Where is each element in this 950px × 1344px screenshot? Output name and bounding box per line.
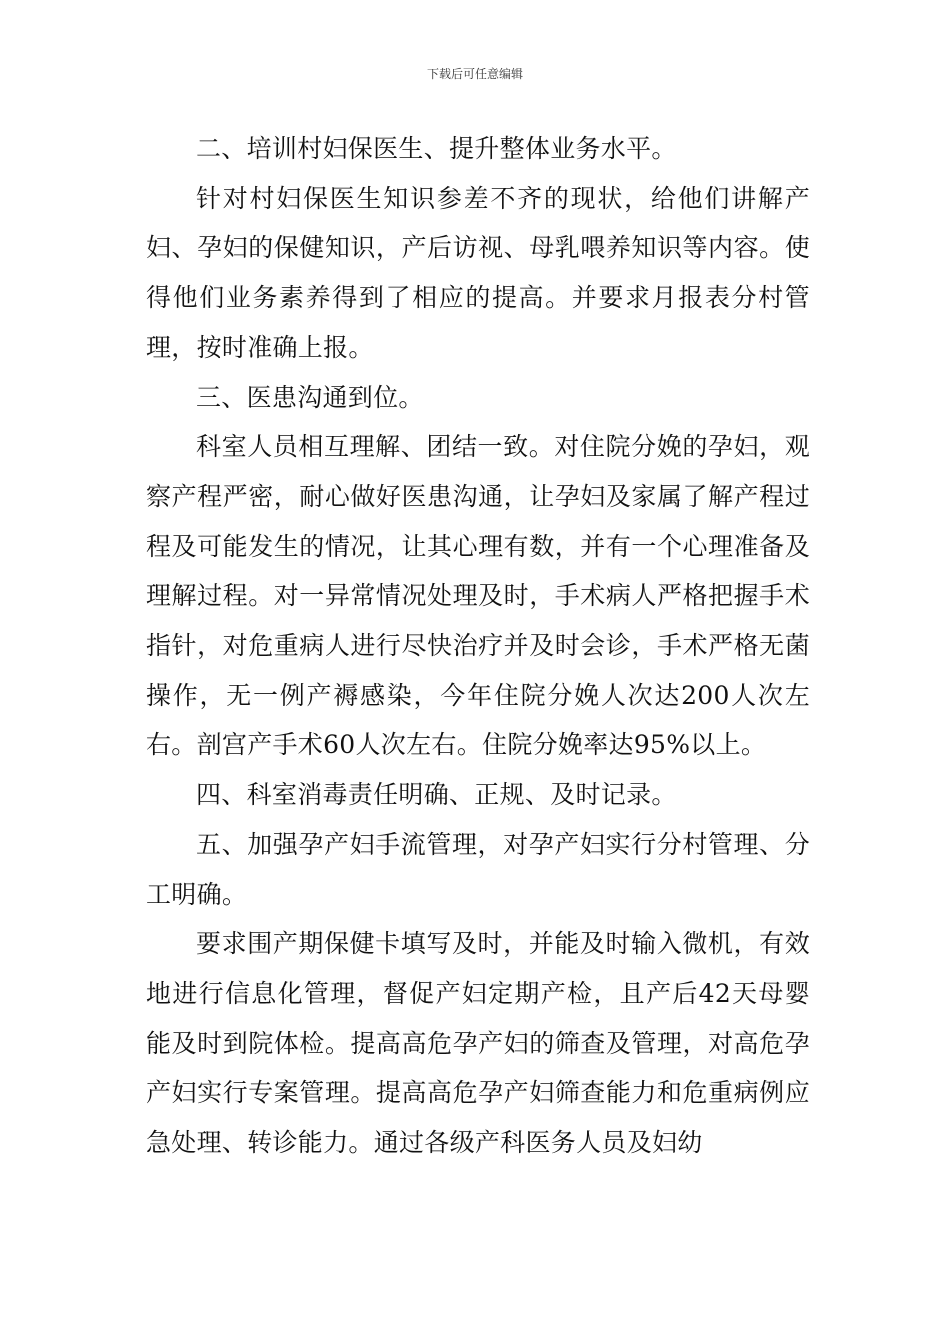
body-paragraph: 针对村妇保医生知识参差不齐的现状，给他们讲解产妇、孕妇的保健知识，产后访视、母乳喂养知识等内容。使得他们业务素养得到了相应的提高。并要求月报表分村管理，按时准确上报。 (146, 183, 810, 362)
section-heading-3: 三、医患沟通到位。 (196, 382, 424, 412)
document-body (146, 124, 810, 1168)
body-paragraph: 科室人员相互理解、团结一致。对住院分娩的孕妇，观察产程严密，耐心做好医患沟通，让孕妇及家属了解产程过程及可能发生的情况，让其心理有数，并有一个心理准备及理解过程。对一异常情况处理及时，手术病人严格把握手术指针，对危重病人进行尽快治疗并及时会诊，手术严格无菌操作，无一例产褥感染，今年住院分娩人次达200人次左右。剖宫产手术60人次左右。住院分娩率达95%以上。 (146, 432, 810, 760)
section-heading-5: 五、加强孕产妇手流管理，对孕产妇实行分村管理、分工明确。 (146, 829, 810, 909)
page-header-note: 下载后可任意编辑 (426, 67, 523, 81)
body-paragraph: 要求围产期保健卡填写及时，并能及时输入微机，有效地进行信息化管理，督促产妇定期产检，且产后42天母婴能及时到院体检。提高高危孕产妇的筛查及管理，对高危孕产妇实行专案管理。提高高危孕产妇筛查能力和危重病例应急处理、转诊能力。通过各级产科医务人员及妇幼 (146, 929, 810, 1158)
section-heading-4: 四、科室消毒责任明确、正规、及时记录。 (196, 780, 677, 810)
section-heading-2: 二、培训村妇保医生、提升整体业务水平。 (196, 134, 677, 163)
